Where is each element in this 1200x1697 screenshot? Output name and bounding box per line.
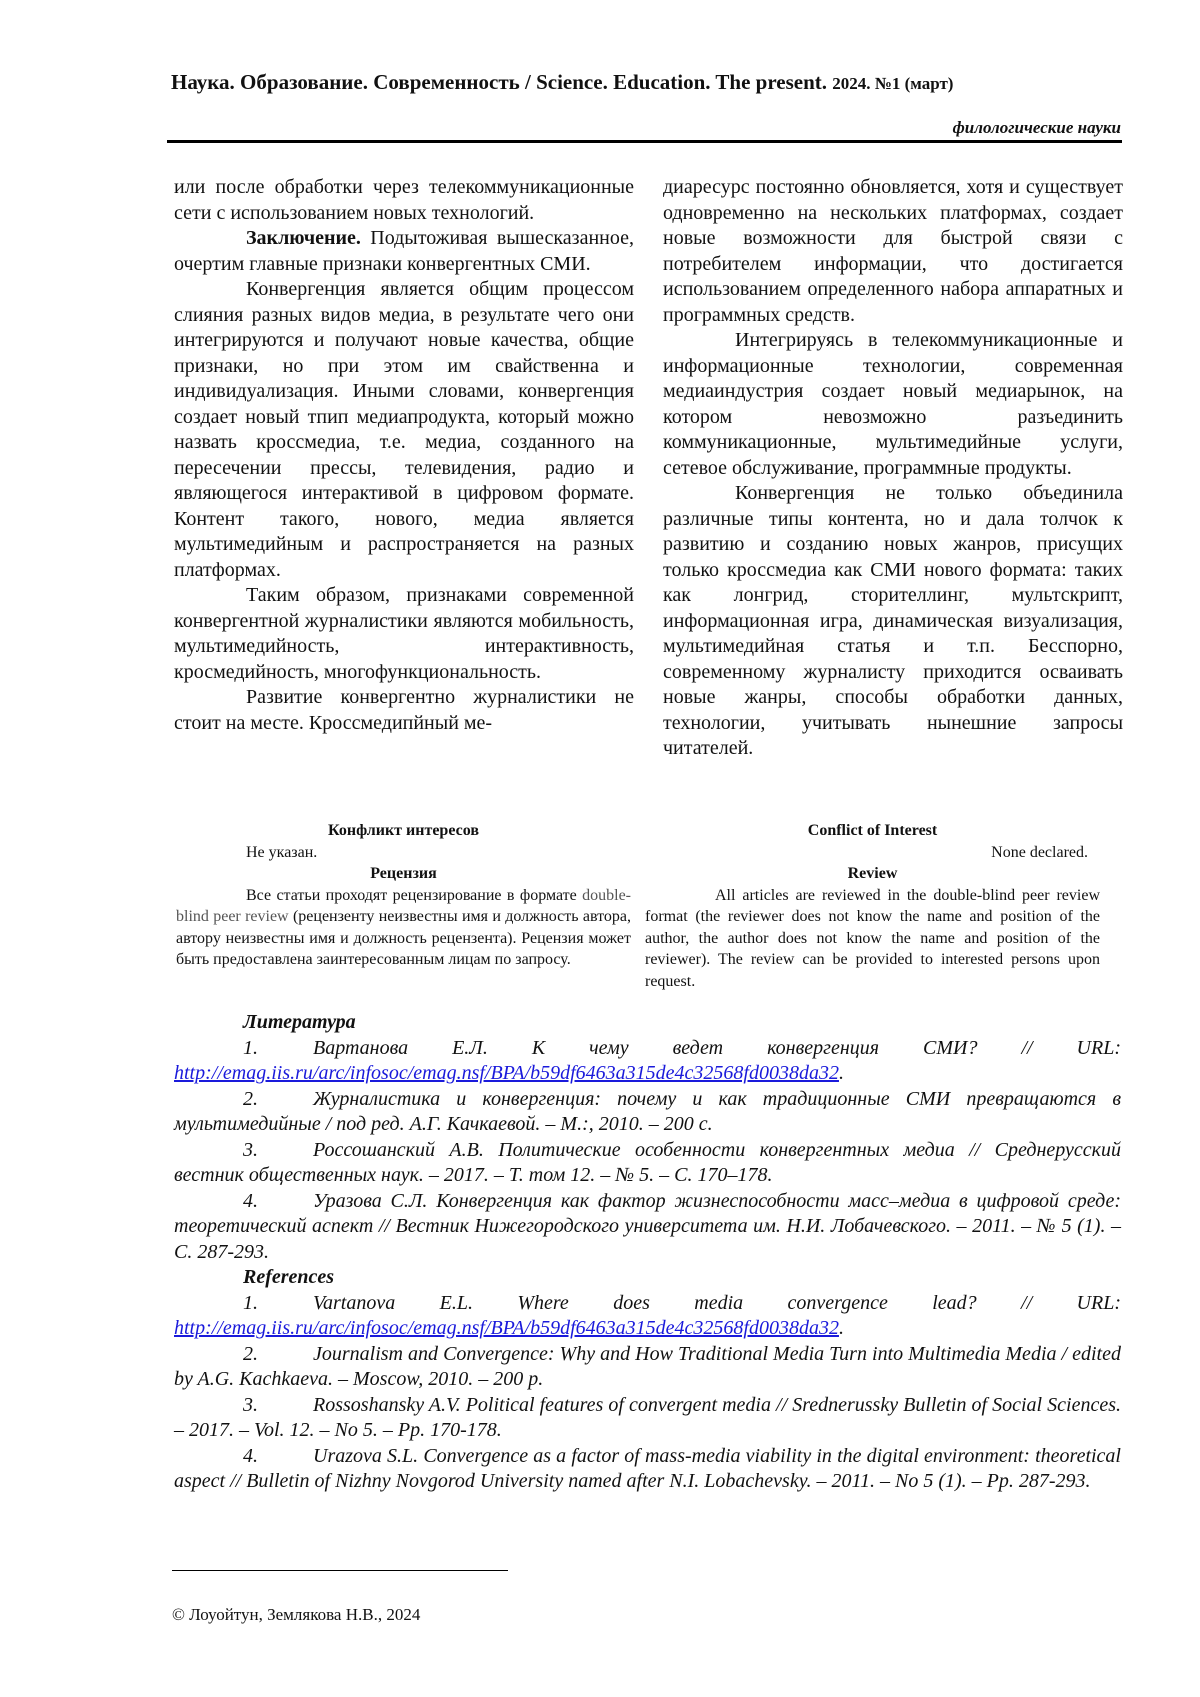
right-column bbox=[663, 175, 1123, 762]
reference-item-tail: . bbox=[838, 1317, 844, 1339]
reference-link[interactable]: http://emag.iis.ru/arc/infosoc/emag.nsf/BPA/b59df6463a315de4c32568fd0038da32 bbox=[174, 1317, 839, 1339]
reference-item-text: Rossoshansky A.V. Political features of convergent media // Srednerussky Bulletin of Social Sciences. – 2017. – Vol. 12. – No 5. – Pp. 170-178. bbox=[174, 1393, 1121, 1441]
literature-heading: Литература bbox=[243, 1011, 356, 1033]
references-block bbox=[174, 1010, 1121, 1495]
literature-item bbox=[174, 1189, 1121, 1266]
reference-item bbox=[174, 1342, 1121, 1393]
copyright: © Лоуойтун, Землякова Н.В., 2024 bbox=[172, 1605, 421, 1624]
conflict-box-ru bbox=[176, 820, 631, 971]
review-title-ru: Рецензия bbox=[370, 865, 437, 882]
reference-item-number: 2. bbox=[243, 1342, 258, 1365]
literature-item-text: Уразова С.Л. Конвергенция как фактор жизнеспособности масс–медиа в цифровой среде: теоретический аспект // Вестник Нижегородского университета им. Н.И. Лобачевского. – 2011. – № 5 (1). – С. 287-293. bbox=[174, 1189, 1121, 1263]
reference-item bbox=[174, 1444, 1121, 1495]
literature-item-number: 1. bbox=[243, 1036, 258, 1059]
review-text-ru bbox=[176, 885, 631, 971]
conflict-text-ru: Не указан. bbox=[246, 843, 318, 861]
conflict-box-en bbox=[645, 820, 1100, 992]
literature-item-number: 3. bbox=[243, 1138, 258, 1161]
reference-item bbox=[174, 1393, 1121, 1444]
literature-item bbox=[174, 1036, 1121, 1087]
review-text-ru-part: Все статьи проходят рецензирование в формате bbox=[246, 886, 583, 904]
reference-item-number: 1. bbox=[243, 1291, 258, 1314]
review-text-en: All articles are reviewed in the double-blind peer review format (the reviewer does not know the name and position of the author, the author does not know the name and position of the reviewer). The review can be provided to interested persons upon request. bbox=[645, 886, 1100, 990]
left-paragraph: Таким образом, признаками современной конвергентной журналистики являются мобильность, мультимедийность, интерактивность, кросмедийность, многофункциональность. bbox=[174, 584, 634, 683]
literature-item-text: Россошанский А.В. Политические особенности конвергентных медиа // Среднерусский вестник общественных наук. – 2017. – Т. том 12. – № 5. – С. 170–178. bbox=[174, 1138, 1121, 1186]
footnote-rule bbox=[172, 1570, 508, 1571]
literature-item bbox=[174, 1087, 1121, 1138]
left-column bbox=[174, 175, 634, 736]
right-paragraph: Конвергенция не только объединила различные типы контента, но и дала толчок к развитию и созданию новых жанров, присущих только кроссмедиа как СМИ нового формата: таких как лонгрид, сторителлинг, мультскрипт, информационная игра, динамическая визуализация, мультимедийная статья и т.п. Бесспорно, современному журналисту приходится осваивать новые жанры, способы обработки данных, технологии, учитывать нынешние запросы читателей. bbox=[663, 482, 1123, 759]
left-paragraph: Развитие конвергентно журналистики не стоит на месте. Кроссмедипйный ме- bbox=[174, 686, 634, 734]
conclusion-heading: Заключение. bbox=[246, 227, 361, 249]
review-format-ru: double-blind peer review bbox=[176, 886, 631, 925]
references-heading: References bbox=[243, 1266, 335, 1288]
literature-item-number: 4. bbox=[243, 1189, 258, 1212]
left-paragraph: Конвергенция является общим процессом слияния разных видов медиа, в результате чего они интегрируются и получают новые качества, общие признаки, но при этом им свайственна и индивидуализация. Иными словами, конвергенция создает новый тпип медиапродукта, который можно назвать кроссмедиа, т.е. медиа, созданного на пересечении прессы, телевидения, радио и являющегося интерактивой в цифровом формате. Контент такого, нового, медиа является мультимедийным и распространяется на разных платформах. bbox=[174, 278, 634, 581]
reference-item-number: 4. bbox=[243, 1444, 258, 1467]
reference-item-text: Urazova S.L. Convergence as a factor of mass-media viability in the digital environment: theoretical aspect // Bulletin of Nizhny Novgorod University named after N.I. Lobachevsky. – 2011. – No 5 (1). – Pp. 287-293. bbox=[174, 1444, 1121, 1492]
journal-header bbox=[171, 70, 1121, 95]
review-text-ru-part: (рецензенту неизвестны имя и должность автора, автору неизвестны имя и должность рецензента). Рецензия может быть предоставлена заинтересованным лицам по запросу. bbox=[176, 908, 632, 968]
conflict-text-en: None declared. bbox=[991, 843, 1088, 861]
review-title-en: Review bbox=[847, 865, 898, 882]
section-label: филологические науки bbox=[952, 118, 1121, 137]
literature-item-tail: . bbox=[838, 1062, 844, 1084]
right-paragraph: Интегрируясь в телекоммуникационные и информационные технологии, современная медиаиндустрия создает новый медиарынок, на котором невозможно разъединить коммуникационные, мультимедийные услуги, сетевое обслуживание, программные продукты. bbox=[663, 329, 1123, 479]
conflict-title-en: Conflict of Interest bbox=[807, 822, 938, 839]
reference-item-text: Journalism and Convergence: Why and How Traditional Media Turn into Multimedia Media / edited by A.G. Kachkaeva. – Moscow, 2010. – 200 p. bbox=[174, 1342, 1121, 1390]
literature-item-text: Журналистика и конвергенция: почему и как традиционные СМИ превращаются в мультимедийные / под ред. А.Г. Качкаевой. – М.:, 2010. – 200 с. bbox=[174, 1087, 1121, 1135]
literature-item-number: 2. bbox=[243, 1087, 258, 1110]
journal-issue: 2024. №1 (март) bbox=[832, 74, 954, 93]
journal-title: Наука. Образование. Современность / Science. Education. The present. bbox=[171, 70, 828, 94]
right-paragraph: диаресурс постоянно обновляется, хотя и существует одновременно на нескольких платформах, создает новые возможности для быстрой связи с потребителем информации, что достигается использованием определенного набора аппаратных и программных средств. bbox=[663, 176, 1123, 326]
conclusion-text: Подытоживая вышесказанное, очертим главные признаки конвергентных СМИ. bbox=[174, 227, 634, 275]
literature-item bbox=[174, 1138, 1121, 1189]
reference-item-number: 3. bbox=[243, 1393, 258, 1416]
reference-item bbox=[174, 1291, 1121, 1342]
left-paragraph: или после обработки через телекоммуникационные сети с использованием новых технологий. bbox=[174, 176, 634, 224]
header-rule bbox=[167, 140, 1122, 143]
conflict-title-ru: Конфликт интересов bbox=[328, 822, 479, 839]
literature-link[interactable]: http://emag.iis.ru/arc/infosoc/emag.nsf/BPA/b59df6463a315de4c32568fd0038da32 bbox=[174, 1062, 839, 1084]
reference-item-text: Vartanova E.L. Where does media convergence lead? // URL: bbox=[313, 1291, 1121, 1314]
conclusion-paragraph bbox=[174, 226, 634, 277]
literature-item-text: Вартанова Е.Л. К чему ведет конвергенция СМИ? // URL: bbox=[313, 1036, 1121, 1059]
